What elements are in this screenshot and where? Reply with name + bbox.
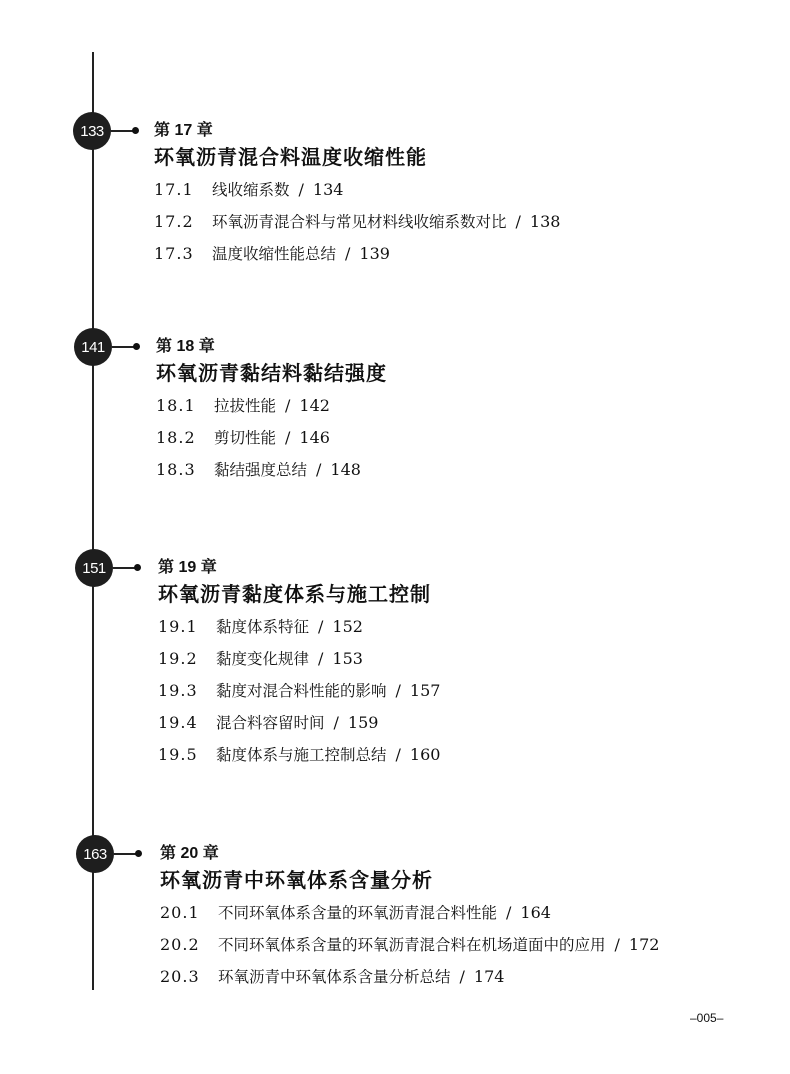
section-title: 黏度变化规律 (216, 650, 310, 668)
section-title: 黏度体系特征 (216, 618, 310, 636)
chapter-title[interactable]: 环氧沥青黏结料黏结强度 (156, 361, 387, 385)
section-page: 160 (409, 745, 441, 764)
section-number: 20.1 (160, 903, 200, 922)
section-title: 剪切性能 (214, 429, 277, 447)
section-title: 黏度对混合料性能的影响 (216, 682, 387, 700)
section-page: 142 (299, 396, 330, 415)
bullet-dot (132, 127, 139, 134)
section-number: 18.3 (156, 460, 196, 479)
section-list (160, 897, 659, 993)
chapter-label: 第 19 章 (158, 559, 217, 576)
section-page: 148 (330, 460, 361, 479)
chapter-title[interactable]: 环氧沥青混合料温度收缩性能 (154, 145, 427, 169)
chapter-title[interactable]: 环氧沥青黏度体系与施工控制 (158, 582, 431, 606)
page-badge[interactable]: 163 (76, 835, 114, 873)
toc-entry[interactable] (158, 643, 440, 675)
toc-entry[interactable] (156, 454, 361, 486)
section-number: 17.2 (154, 212, 194, 231)
bullet-dot (135, 850, 142, 857)
separator: / (395, 745, 401, 764)
separator: / (395, 681, 401, 700)
section-list (154, 174, 560, 270)
separator: / (459, 967, 465, 986)
toc-entry[interactable] (158, 739, 440, 771)
section-page: 174 (473, 967, 505, 986)
section-page: 157 (409, 681, 441, 700)
section-page: 172 (628, 935, 660, 954)
chapter-label: 第 17 章 (154, 122, 213, 139)
separator: / (318, 617, 324, 636)
chapter-label: 第 20 章 (160, 845, 219, 862)
page-number: –005– (690, 1011, 724, 1025)
bullet-dot (134, 564, 141, 571)
section-page: 164 (520, 903, 551, 922)
section-list (158, 611, 440, 771)
section-number: 17.3 (154, 244, 194, 263)
section-page: 153 (332, 649, 363, 668)
separator: / (285, 396, 291, 415)
section-number: 19.4 (158, 713, 198, 732)
section-number: 19.3 (158, 681, 198, 700)
section-page: 139 (359, 244, 390, 263)
page-badge[interactable]: 141 (74, 328, 112, 366)
section-title: 不同环氧体系含量的环氧沥青混合料在机场道面中的应用 (218, 936, 606, 954)
section-number: 18.1 (156, 396, 196, 415)
separator: / (614, 935, 620, 954)
section-number: 20.3 (160, 967, 200, 986)
section-title: 环氧沥青混合料与常见材料线收缩系数对比 (212, 213, 507, 231)
chapter-title[interactable]: 环氧沥青中环氧体系含量分析 (160, 868, 433, 892)
page-badge[interactable]: 133 (73, 112, 111, 150)
section-page: 159 (347, 713, 379, 732)
toc-entry[interactable] (160, 961, 659, 993)
section-title: 黏度体系与施工控制总结 (216, 746, 387, 764)
bullet-dot (133, 343, 140, 350)
section-number: 18.2 (156, 428, 196, 447)
separator: / (285, 428, 291, 447)
toc-entry[interactable] (156, 390, 361, 422)
toc-entry[interactable] (158, 611, 440, 643)
section-page: 138 (529, 212, 561, 231)
separator: / (515, 212, 521, 231)
section-title: 温度收缩性能总结 (212, 245, 337, 263)
section-number: 19.2 (158, 649, 198, 668)
toc-entry[interactable] (154, 206, 560, 238)
toc-entry[interactable] (160, 897, 659, 929)
section-number: 20.2 (160, 935, 200, 954)
section-page: 152 (332, 617, 363, 636)
section-title: 环氧沥青中环氧体系含量分析总结 (218, 968, 451, 986)
section-list (156, 390, 361, 486)
separator: / (345, 244, 351, 263)
section-title: 混合料容留时间 (216, 714, 325, 732)
section-number: 19.1 (158, 617, 198, 636)
section-title: 线收缩系数 (212, 181, 290, 199)
separator: / (506, 903, 512, 922)
toc-entry[interactable] (156, 422, 361, 454)
section-number: 17.1 (154, 180, 194, 199)
section-title: 不同环氧体系含量的环氧沥青混合料性能 (218, 904, 498, 922)
toc-entry[interactable] (154, 238, 560, 270)
chapter-label: 第 18 章 (156, 338, 215, 355)
section-title: 拉拔性能 (214, 397, 277, 415)
section-number: 19.5 (158, 745, 198, 764)
toc-entry[interactable] (158, 707, 440, 739)
toc-entry[interactable] (160, 929, 659, 961)
separator: / (318, 649, 324, 668)
separator: / (316, 460, 322, 479)
separator: / (333, 713, 339, 732)
toc-entry[interactable] (154, 174, 560, 206)
section-page: 146 (299, 428, 330, 447)
section-page: 134 (312, 180, 344, 199)
section-title: 黏结强度总结 (214, 461, 308, 479)
separator: / (298, 180, 304, 199)
toc-entry[interactable] (158, 675, 440, 707)
page-badge[interactable]: 151 (75, 549, 113, 587)
